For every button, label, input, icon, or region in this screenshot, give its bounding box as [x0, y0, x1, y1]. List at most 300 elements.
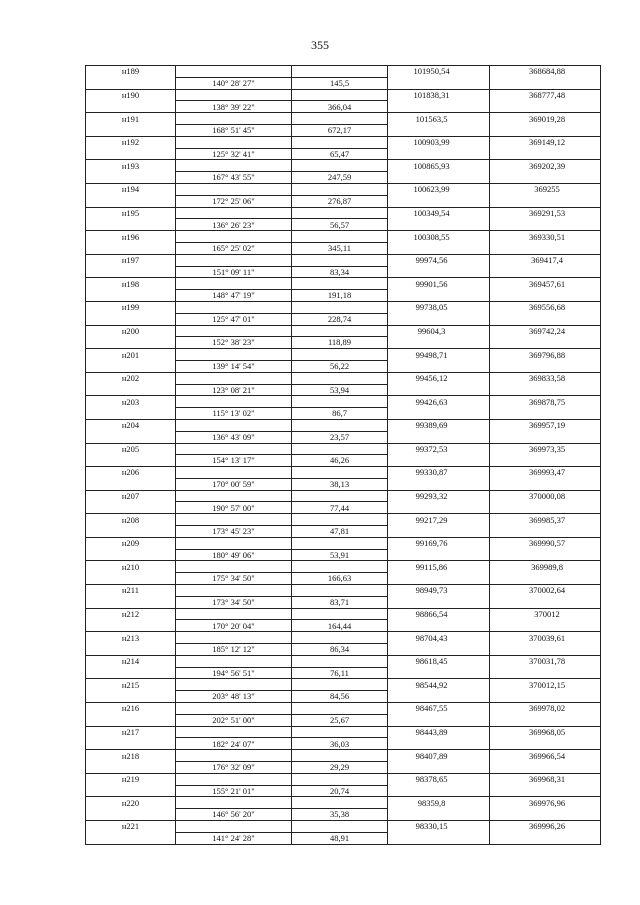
segment-length: 86,7 [292, 408, 388, 420]
segment-row [86, 762, 601, 774]
direction-angle: 125° 47' 01" [176, 313, 292, 325]
empty-cell [388, 832, 490, 844]
point-row [86, 443, 601, 455]
segment-row [86, 148, 601, 160]
coord-y: 368777,48 [490, 89, 601, 101]
empty-cell [86, 478, 176, 490]
empty-cell [292, 136, 388, 148]
empty-cell [86, 644, 176, 656]
direction-angle: 146° 56' 20" [176, 809, 292, 821]
point-row [86, 160, 601, 172]
empty-cell [86, 195, 176, 207]
empty-cell [86, 266, 176, 278]
empty-cell [490, 644, 601, 656]
direction-angle: 139° 14' 54" [176, 360, 292, 372]
direction-angle: 173° 34' 50" [176, 596, 292, 608]
segment-row [86, 809, 601, 821]
coord-x: 98378,65 [388, 773, 490, 785]
empty-cell [176, 372, 292, 384]
segment-row [86, 266, 601, 278]
empty-cell [176, 278, 292, 290]
empty-cell [490, 738, 601, 750]
segment-row [86, 77, 601, 89]
point-row [86, 325, 601, 337]
coord-y: 370031,78 [490, 655, 601, 667]
empty-cell [86, 172, 176, 184]
empty-cell [388, 384, 490, 396]
empty-cell [86, 573, 176, 585]
empty-cell [86, 242, 176, 254]
coord-x: 98443,89 [388, 726, 490, 738]
coord-x: 101950,54 [388, 66, 490, 78]
empty-cell [490, 455, 601, 467]
segment-length: 145,5 [292, 77, 388, 89]
empty-cell [490, 195, 601, 207]
coord-x: 101563,5 [388, 113, 490, 125]
empty-cell [490, 408, 601, 420]
point-name: н204 [86, 419, 176, 431]
point-name: н198 [86, 278, 176, 290]
empty-cell [86, 596, 176, 608]
empty-cell [292, 585, 388, 597]
empty-cell [490, 384, 601, 396]
point-name: н217 [86, 726, 176, 738]
point-name: н214 [86, 655, 176, 667]
segment-row [86, 195, 601, 207]
empty-cell [490, 219, 601, 231]
empty-cell [388, 360, 490, 372]
segment-length: 84,56 [292, 691, 388, 703]
segment-length: 76,11 [292, 667, 388, 679]
segment-row [86, 478, 601, 490]
point-row [86, 278, 601, 290]
point-name: н195 [86, 207, 176, 219]
segment-row [86, 431, 601, 443]
empty-cell [490, 124, 601, 136]
direction-angle: 155° 21' 01" [176, 785, 292, 797]
empty-cell [176, 349, 292, 361]
coord-y: 370012 [490, 608, 601, 620]
coord-x: 99217,29 [388, 514, 490, 526]
empty-cell [388, 313, 490, 325]
point-row [86, 726, 601, 738]
empty-cell [176, 703, 292, 715]
empty-cell [176, 231, 292, 243]
empty-cell [176, 514, 292, 526]
empty-cell [292, 419, 388, 431]
segment-row [86, 573, 601, 585]
empty-cell [490, 691, 601, 703]
point-row [86, 372, 601, 384]
segment-row [86, 714, 601, 726]
segment-length: 164,44 [292, 620, 388, 632]
empty-cell [86, 455, 176, 467]
empty-cell [490, 762, 601, 774]
empty-cell [176, 443, 292, 455]
coord-y: 369957,19 [490, 419, 601, 431]
empty-cell [176, 160, 292, 172]
empty-cell [388, 266, 490, 278]
coord-x: 99738,05 [388, 301, 490, 313]
segment-length: 83,71 [292, 596, 388, 608]
empty-cell [176, 608, 292, 620]
segment-length: 345,11 [292, 242, 388, 254]
direction-angle: 115° 13' 02" [176, 408, 292, 420]
empty-cell [292, 325, 388, 337]
point-row [86, 679, 601, 691]
empty-cell [490, 620, 601, 632]
empty-cell [86, 360, 176, 372]
coord-x: 99974,56 [388, 254, 490, 266]
empty-cell [86, 431, 176, 443]
segment-length: 38,13 [292, 478, 388, 490]
empty-cell [86, 762, 176, 774]
empty-cell [176, 750, 292, 762]
empty-cell [292, 679, 388, 691]
empty-cell [86, 620, 176, 632]
empty-cell [490, 596, 601, 608]
empty-cell [292, 537, 388, 549]
point-name: н192 [86, 136, 176, 148]
point-name: н210 [86, 561, 176, 573]
coord-y: 369149,12 [490, 136, 601, 148]
coord-y: 369968,05 [490, 726, 601, 738]
empty-cell [292, 183, 388, 195]
empty-cell [388, 408, 490, 420]
segment-length: 35,38 [292, 809, 388, 821]
point-name: н200 [86, 325, 176, 337]
empty-cell [176, 773, 292, 785]
coord-x: 99426,63 [388, 396, 490, 408]
empty-cell [176, 325, 292, 337]
segment-row [86, 549, 601, 561]
direction-angle: 176° 32' 09" [176, 762, 292, 774]
segment-row [86, 596, 601, 608]
empty-cell [292, 396, 388, 408]
empty-cell [176, 207, 292, 219]
empty-cell [292, 726, 388, 738]
empty-cell [490, 290, 601, 302]
point-row [86, 537, 601, 549]
point-name: н219 [86, 773, 176, 785]
empty-cell [176, 136, 292, 148]
segment-length: 83,34 [292, 266, 388, 278]
segment-length: 166,63 [292, 573, 388, 585]
empty-cell [176, 726, 292, 738]
coord-x: 99604,3 [388, 325, 490, 337]
coord-x: 99330,87 [388, 467, 490, 479]
coord-y: 370039,61 [490, 632, 601, 644]
point-row [86, 207, 601, 219]
empty-cell [86, 101, 176, 113]
coord-x: 98330,15 [388, 821, 490, 833]
empty-cell [490, 242, 601, 254]
direction-angle: 154° 13' 17" [176, 455, 292, 467]
coord-x: 99169,76 [388, 537, 490, 549]
empty-cell [176, 821, 292, 833]
coord-x: 98467,55 [388, 703, 490, 715]
segment-row [86, 172, 601, 184]
empty-cell [388, 620, 490, 632]
coord-y: 370002,64 [490, 585, 601, 597]
empty-cell [490, 526, 601, 538]
point-row [86, 797, 601, 809]
empty-cell [86, 124, 176, 136]
point-row [86, 66, 601, 78]
point-name: н202 [86, 372, 176, 384]
segment-row [86, 620, 601, 632]
coord-x: 100623,99 [388, 183, 490, 195]
empty-cell [176, 183, 292, 195]
empty-cell [388, 785, 490, 797]
segment-row [86, 313, 601, 325]
segment-row [86, 502, 601, 514]
point-row [86, 396, 601, 408]
segment-row [86, 785, 601, 797]
empty-cell [176, 467, 292, 479]
coord-y: 369996,26 [490, 821, 601, 833]
segment-length: 48,91 [292, 832, 388, 844]
empty-cell [490, 431, 601, 443]
empty-cell [176, 679, 292, 691]
coord-y: 369990,57 [490, 537, 601, 549]
point-name: н209 [86, 537, 176, 549]
empty-cell [388, 644, 490, 656]
segment-row [86, 691, 601, 703]
empty-cell [292, 254, 388, 266]
direction-angle: 140° 28' 27" [176, 77, 292, 89]
coord-x: 98704,43 [388, 632, 490, 644]
empty-cell [292, 113, 388, 125]
empty-cell [490, 785, 601, 797]
point-row [86, 585, 601, 597]
empty-cell [176, 89, 292, 101]
direction-angle: 180° 49' 06" [176, 549, 292, 561]
empty-cell [388, 573, 490, 585]
point-name: н203 [86, 396, 176, 408]
point-row [86, 183, 601, 195]
segment-length: 29,29 [292, 762, 388, 774]
direction-angle: 165° 25' 02" [176, 242, 292, 254]
point-row [86, 490, 601, 502]
empty-cell [388, 762, 490, 774]
segment-length: 118,89 [292, 337, 388, 349]
direction-angle: 172° 25' 06" [176, 195, 292, 207]
segment-length: 276,87 [292, 195, 388, 207]
empty-cell [176, 301, 292, 313]
segment-length: 366,04 [292, 101, 388, 113]
coord-x: 98866,54 [388, 608, 490, 620]
coord-y: 369966,54 [490, 750, 601, 762]
point-row [86, 561, 601, 573]
point-name: н208 [86, 514, 176, 526]
empty-cell [388, 148, 490, 160]
empty-cell [490, 832, 601, 844]
empty-cell [176, 585, 292, 597]
empty-cell [388, 549, 490, 561]
empty-cell [292, 750, 388, 762]
empty-cell [176, 66, 292, 78]
coord-x: 100349,54 [388, 207, 490, 219]
empty-cell [292, 703, 388, 715]
empty-cell [292, 301, 388, 313]
empty-cell [292, 160, 388, 172]
point-row [86, 89, 601, 101]
empty-cell [388, 337, 490, 349]
segment-row [86, 644, 601, 656]
segment-row [86, 101, 601, 113]
direction-angle: 182° 24' 07" [176, 738, 292, 750]
empty-cell [86, 714, 176, 726]
empty-cell [292, 632, 388, 644]
empty-cell [292, 773, 388, 785]
direction-angle: 185° 12' 12" [176, 644, 292, 656]
empty-cell [176, 632, 292, 644]
direction-angle: 141° 24' 28" [176, 832, 292, 844]
empty-cell [292, 655, 388, 667]
empty-cell [292, 89, 388, 101]
empty-cell [86, 738, 176, 750]
empty-cell [86, 384, 176, 396]
coord-x: 98949,73 [388, 585, 490, 597]
coord-x: 98618,45 [388, 655, 490, 667]
point-name: н213 [86, 632, 176, 644]
point-name: н221 [86, 821, 176, 833]
coord-y: 369976,96 [490, 797, 601, 809]
empty-cell [176, 537, 292, 549]
empty-cell [86, 785, 176, 797]
segment-row [86, 290, 601, 302]
coordinates-table [85, 65, 601, 845]
coord-x: 99389,69 [388, 419, 490, 431]
coord-y: 369985,37 [490, 514, 601, 526]
coord-y: 369973,35 [490, 443, 601, 455]
empty-cell [388, 431, 490, 443]
point-name: н189 [86, 66, 176, 78]
empty-cell [490, 266, 601, 278]
empty-cell [292, 349, 388, 361]
coord-x: 101838,31 [388, 89, 490, 101]
direction-angle: 138° 39' 22" [176, 101, 292, 113]
empty-cell [490, 337, 601, 349]
empty-cell [292, 467, 388, 479]
point-row [86, 113, 601, 125]
coord-y: 369968,31 [490, 773, 601, 785]
direction-angle: 148° 47' 19" [176, 290, 292, 302]
empty-cell [176, 254, 292, 266]
empty-cell [490, 148, 601, 160]
empty-cell [388, 290, 490, 302]
empty-cell [388, 242, 490, 254]
point-name: н190 [86, 89, 176, 101]
empty-cell [86, 408, 176, 420]
empty-cell [292, 207, 388, 219]
empty-cell [490, 573, 601, 585]
empty-cell [176, 797, 292, 809]
direction-angle: 202° 51' 00" [176, 714, 292, 726]
direction-angle: 170° 00' 59" [176, 478, 292, 490]
coord-y: 369833,58 [490, 372, 601, 384]
coord-y: 370000,08 [490, 490, 601, 502]
empty-cell [292, 231, 388, 243]
segment-row [86, 832, 601, 844]
direction-angle: 173° 45' 23" [176, 526, 292, 538]
coord-x: 99498,71 [388, 349, 490, 361]
point-row [86, 467, 601, 479]
coord-y: 369330,51 [490, 231, 601, 243]
point-name: н193 [86, 160, 176, 172]
coord-y: 369255 [490, 183, 601, 195]
segment-length: 20,74 [292, 785, 388, 797]
empty-cell [292, 278, 388, 290]
empty-cell [388, 195, 490, 207]
point-name: н199 [86, 301, 176, 313]
direction-angle: 170° 20' 04" [176, 620, 292, 632]
point-row [86, 349, 601, 361]
empty-cell [388, 124, 490, 136]
point-name: н218 [86, 750, 176, 762]
empty-cell [86, 549, 176, 561]
point-name: н197 [86, 254, 176, 266]
point-name: н196 [86, 231, 176, 243]
coord-x: 99115,86 [388, 561, 490, 573]
empty-cell [388, 738, 490, 750]
point-row [86, 703, 601, 715]
segment-row [86, 408, 601, 420]
point-row [86, 514, 601, 526]
empty-cell [176, 113, 292, 125]
segment-row [86, 124, 601, 136]
page-number: 355 [311, 38, 329, 52]
segment-length: 56,22 [292, 360, 388, 372]
segment-row [86, 455, 601, 467]
coord-y: 370012,15 [490, 679, 601, 691]
coord-y: 369978,02 [490, 703, 601, 715]
direction-angle: 175° 34' 50" [176, 573, 292, 585]
empty-cell [292, 372, 388, 384]
empty-cell [292, 443, 388, 455]
empty-cell [490, 360, 601, 372]
segment-row [86, 242, 601, 254]
direction-angle: 123° 08' 21" [176, 384, 292, 396]
coord-y: 369993,47 [490, 467, 601, 479]
segment-row [86, 667, 601, 679]
segment-length: 46,26 [292, 455, 388, 467]
point-name: н212 [86, 608, 176, 620]
point-name: н207 [86, 490, 176, 502]
empty-cell [86, 502, 176, 514]
coord-y: 369742,24 [490, 325, 601, 337]
empty-cell [176, 561, 292, 573]
segment-row [86, 526, 601, 538]
empty-cell [490, 549, 601, 561]
point-row [86, 254, 601, 266]
empty-cell [176, 396, 292, 408]
coord-y: 369878,75 [490, 396, 601, 408]
empty-cell [388, 691, 490, 703]
point-row [86, 655, 601, 667]
coord-y: 368684,88 [490, 66, 601, 78]
empty-cell [490, 172, 601, 184]
point-row [86, 821, 601, 833]
point-row [86, 750, 601, 762]
empty-cell [490, 313, 601, 325]
point-name: н215 [86, 679, 176, 691]
coord-x: 100903,99 [388, 136, 490, 148]
segment-length: 672,17 [292, 124, 388, 136]
segment-length: 77,44 [292, 502, 388, 514]
point-name: н216 [86, 703, 176, 715]
